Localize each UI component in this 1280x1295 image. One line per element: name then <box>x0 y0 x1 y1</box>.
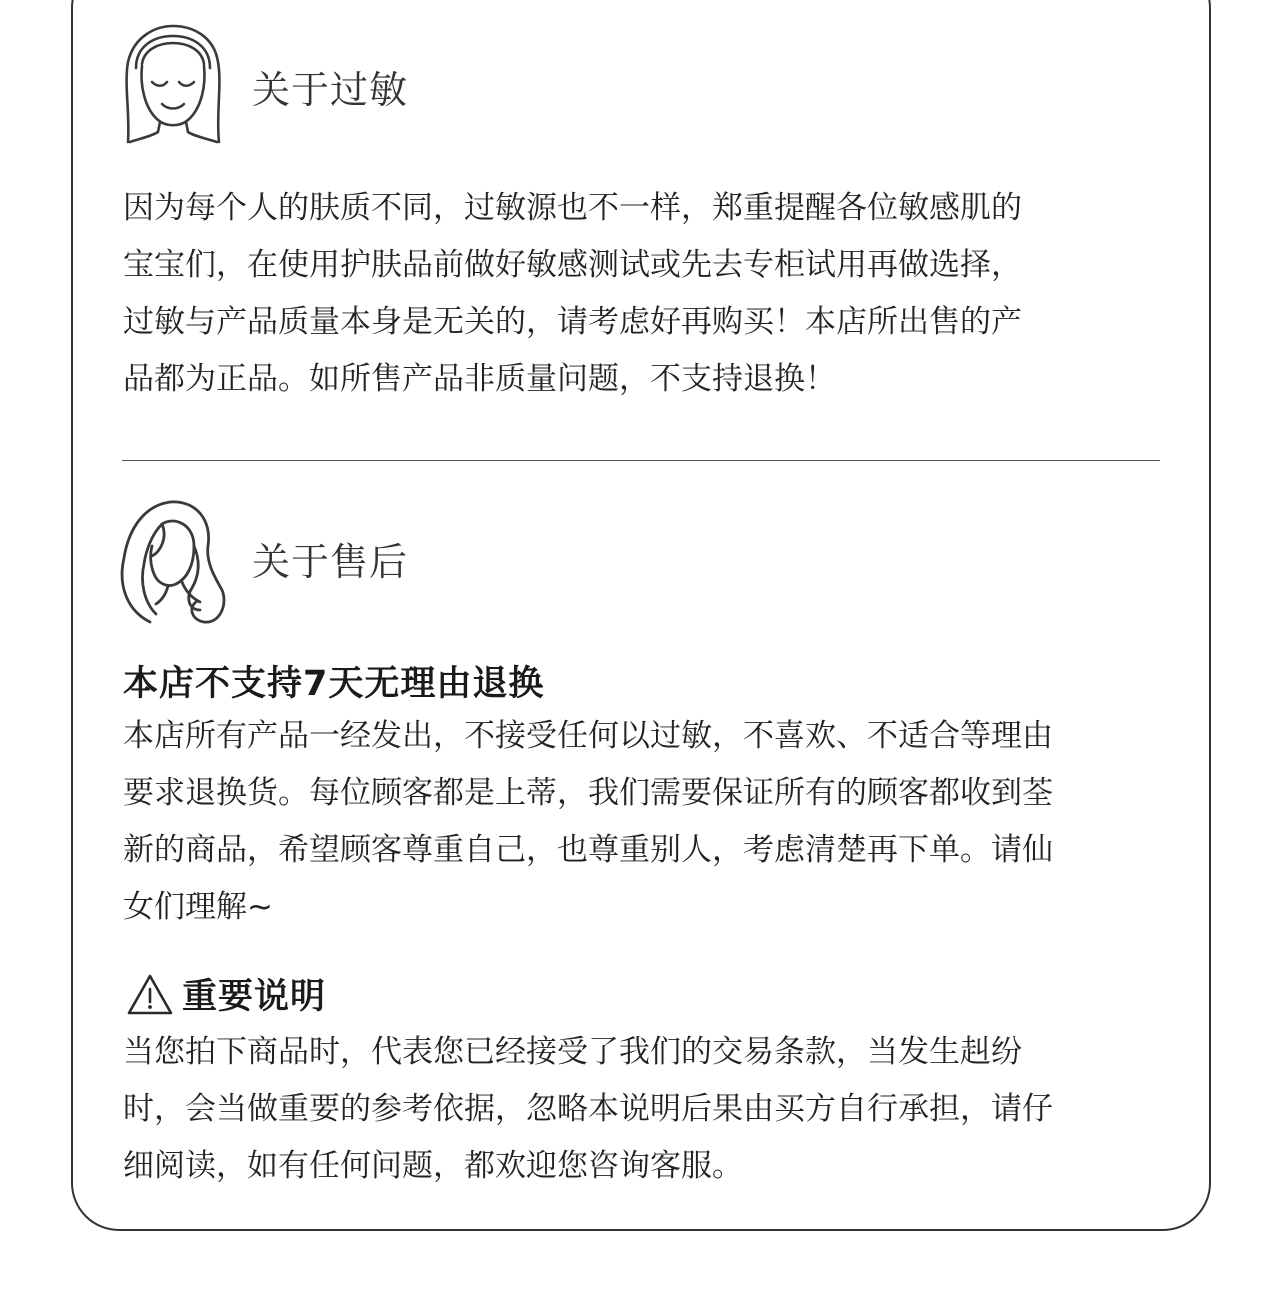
notice-line-1: 当您拍下商品时，代表您已经接受了我们的交易条款，当发生赳纷 <box>123 1034 1022 1070</box>
notice-line-2: 时，会当做重要的参考依据，忽略本说明后果由买方自行承担，请仔 <box>123 1091 1053 1127</box>
section-divider <box>122 460 1160 461</box>
aftersale-title: 关于售后 <box>252 540 409 584</box>
woman-long-hair-icon <box>116 498 228 628</box>
allergy-line-2: 宝宝们，在使用护肤品前做好敏感测试或先去专柜试用再做选择， <box>123 247 1022 283</box>
aftersale-subtitle: 本店不支持7天无理由退换 <box>123 664 545 704</box>
allergy-line-4: 品都为正品。如所售产品非质量问题，不支持退换！ <box>123 361 836 397</box>
allergy-line-1: 因为每个人的肤质不同，过敏源也不一样，郑重提醒各位敏感肌的 <box>123 190 1022 226</box>
aftersale-line-4: 女们理解~ <box>123 889 273 925</box>
aftersale-paragraph <box>123 708 1053 936</box>
allergy-paragraph <box>123 180 1022 408</box>
woman-face-headband-icon <box>122 24 224 146</box>
notice-line-3: 细阅读，如有任何问题，都欢迎您咨询客服。 <box>123 1148 743 1184</box>
warning-triangle-icon <box>126 973 174 1017</box>
allergy-line-3: 过敏与产品质量本身是无关的，请考虑好再购买！本店所出售的产 <box>123 304 1022 340</box>
notice-title: 重要说明 <box>182 977 327 1017</box>
aftersale-line-1: 本店所有产品一经发出，不接受任何以过敏，不喜欢、不适合等理由 <box>123 718 1053 754</box>
aftersale-line-3: 新的商品，希望顾客尊重自己，也尊重别人，考虑清楚再下单。请仙 <box>123 832 1053 868</box>
notice-paragraph <box>123 1024 1053 1195</box>
allergy-title: 关于过敏 <box>252 68 409 112</box>
aftersale-line-2: 要求退换货。每位顾客都是上蒂，我们需要保证所有的顾客都收到荃 <box>123 775 1053 811</box>
